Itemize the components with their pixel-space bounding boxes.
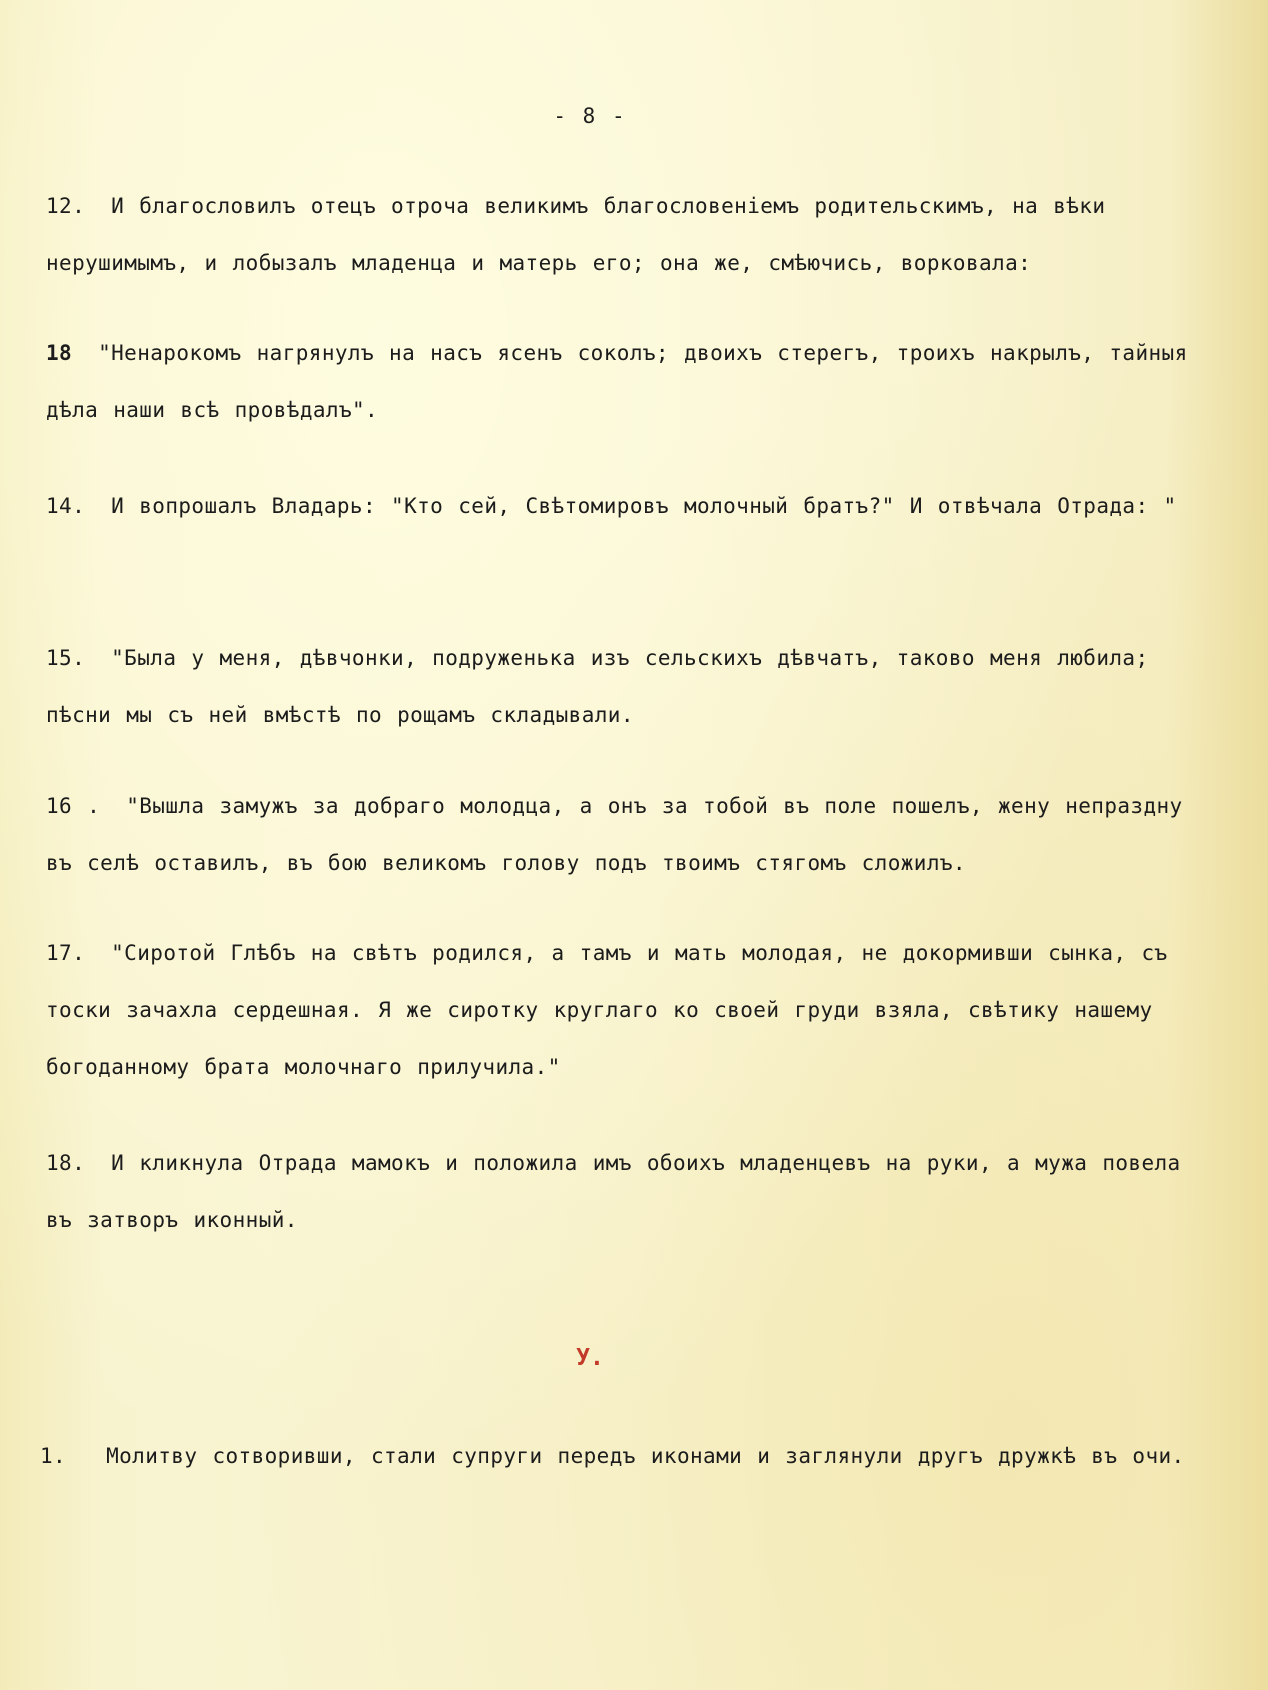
verse-14 <box>46 478 1206 535</box>
verse-number: 12. <box>46 194 86 218</box>
verse-number: 16 . <box>46 794 101 818</box>
verse-number: 17. <box>46 941 86 965</box>
verse-16 <box>46 778 1206 892</box>
verse-number: 18. <box>46 1151 86 1175</box>
verse-text: "Вышла замужъ за добраго молодца, а онъ за тобой въ поле пошелъ, жену непраздну въ селѣ оставилъ, въ бою великомъ голову подъ твоимъ стягомъ сложилъ. <box>46 794 1183 875</box>
verse-13 <box>46 325 1206 439</box>
verse-18 <box>46 1135 1206 1249</box>
verse-number: 18 <box>46 341 73 365</box>
verse-text: Молитву сотворивши, стали супруги передъ иконами и заглянули другъ дружкѣ въ очи. <box>106 1444 1185 1468</box>
verse-17 <box>46 925 1206 1096</box>
verse-text: "Была у меня, дѣвчонки, подруженька изъ сельскихъ дѣвчатъ, таково меня любила; пѣсни мы съ ней вмѣстѣ по рощамъ складывали. <box>46 646 1149 727</box>
verse-number: 1. <box>40 1444 67 1468</box>
verse-number: 15. <box>46 646 86 670</box>
verse-text: И благословилъ отецъ отроча великимъ благословеніемъ родительскимъ, на вѣки нерушимымъ, и лобызалъ младенца и матерь его; она же, смѣючись, ворковала: <box>46 194 1106 275</box>
chapter-heading: У. <box>576 1345 604 1371</box>
verse-text: И вопрошалъ Владарь: "Кто сей, Свѣтомировъ молочный братъ?" И отвѣчала Отрада: " <box>111 494 1177 518</box>
verse-12 <box>46 178 1206 292</box>
verse-number: 14. <box>46 494 86 518</box>
verse-text: "Ненарокомъ нагрянулъ на насъ ясенъ соколъ; двоихъ стерегъ, троихъ накрылъ, тайныя дѣла наши всѣ провѣдалъ". <box>46 341 1188 422</box>
verse-text: "Сиротой Глѣбъ на свѣтъ родился, а тамъ и мать молодая, не докормивши сынка, съ тоски зачахла сердешная. Я же сиротку круглаго ко своей груди взяла, свѣтику нашему богоданному брата молочнаго прилучила." <box>46 941 1168 1079</box>
verse-text: И кликнула Отрада мамокъ и положила имъ обоихъ младенцевъ на руки, а мужа повела въ затворъ иконный. <box>46 1151 1181 1232</box>
chapter-verse-1 <box>40 1428 1200 1485</box>
page-number: - 8 - <box>553 104 627 128</box>
verse-15 <box>46 630 1206 744</box>
